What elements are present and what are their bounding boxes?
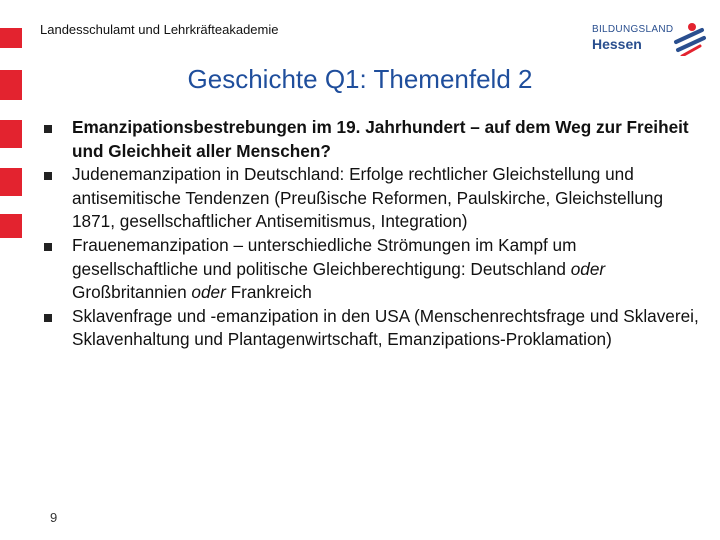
page-number: 9 bbox=[50, 510, 58, 525]
red-edge-block-3 bbox=[0, 120, 22, 148]
running-figure-icon bbox=[672, 22, 708, 56]
bullet-list bbox=[44, 116, 704, 352]
bullet-text-part: Frankreich bbox=[225, 282, 312, 303]
bildungsland-hessen-logo bbox=[590, 22, 708, 56]
bullet-text: Sklavenfrage und -emanzipation in den USA (Menschenrechtsfrage und Sklaverei, Sklavenhaltung und Plantagenwirtschaft, Emanzipations-Proklamation) bbox=[72, 305, 699, 350]
bullet-text-emphasis: oder bbox=[570, 258, 606, 279]
bullet-item bbox=[44, 234, 704, 305]
bullet-marker bbox=[44, 314, 52, 322]
bullet-marker bbox=[44, 243, 52, 251]
bullet-text: Judenemanzipation in Deutschland: Erfolge rechtlicher Gleichstellung und antisemitische Tendenzen (Preußische Reformen, Paulskirche, Gleichstellung 1871, gesellschaftlicher Antisemitismus, Integration) bbox=[72, 164, 664, 232]
bullet-item bbox=[44, 163, 704, 234]
bullet-text-emphasis: oder bbox=[191, 282, 226, 303]
logo-line-1: BILDUNGSLAND bbox=[592, 24, 674, 35]
red-edge-block-5 bbox=[0, 214, 22, 238]
bullet-marker bbox=[44, 125, 52, 133]
bullet-marker bbox=[44, 172, 52, 180]
bullet-text-part: Frauenemanzipation – unterschiedliche Strömungen im Kampf um gesellschaftliche und politische Gleichberechtigung: Deutschland bbox=[72, 234, 577, 279]
slide-title: Geschichte Q1: Themenfeld 2 bbox=[187, 64, 533, 94]
logo-line-2: Hessen bbox=[592, 36, 642, 52]
bullet-text-part: Großbritannien bbox=[72, 282, 192, 303]
bullet-item bbox=[44, 305, 704, 352]
header-organization: Landesschulamt und Lehrkräfteakademie bbox=[40, 22, 279, 37]
red-edge-block-4 bbox=[0, 168, 22, 196]
bullet-item bbox=[44, 116, 704, 163]
red-edge-block-1 bbox=[0, 28, 22, 48]
bullet-text: Emanzipationsbestrebungen im 19. Jahrhundert – auf dem Weg zur Freiheit und Gleichheit aller Menschen? bbox=[72, 117, 689, 161]
